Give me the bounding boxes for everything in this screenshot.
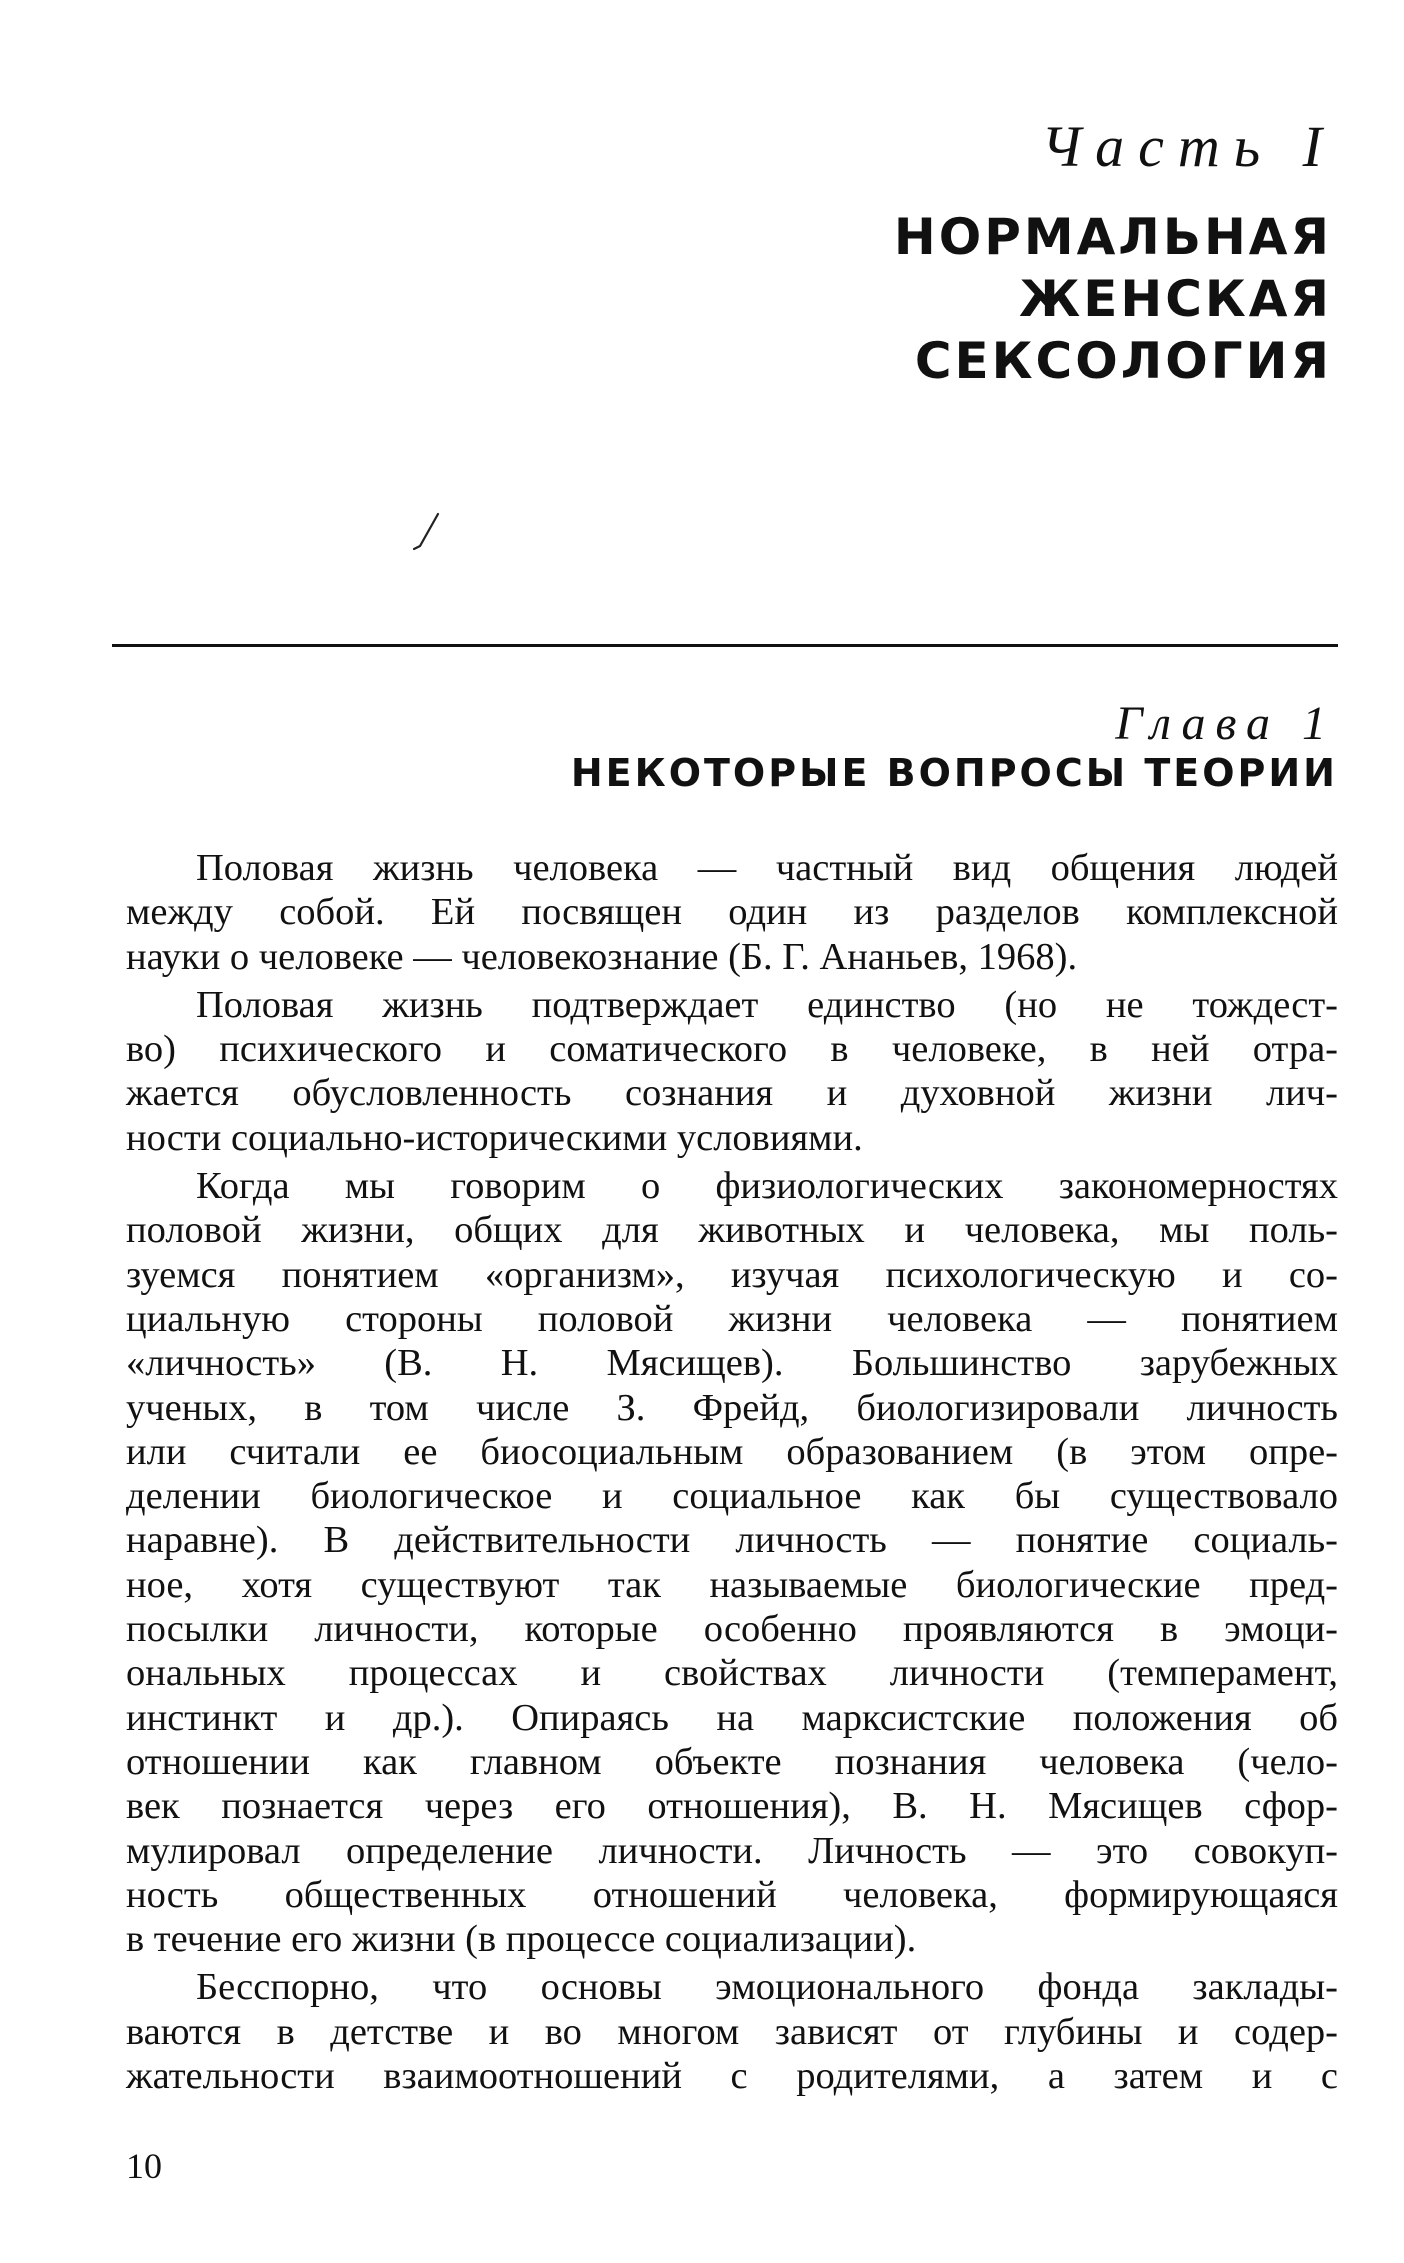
text-line: отношении как главном объекте познания человека (чело- bbox=[126, 1740, 1338, 1783]
chapter-label: Глава 1 bbox=[1115, 697, 1336, 750]
text-line: Половая жизнь человека — частный вид общения людей bbox=[196, 847, 1338, 889]
text-line: наравне). В действительности личность — понятие социаль- bbox=[126, 1519, 1338, 1562]
part-title-line: НОРМАЛЬНАЯ bbox=[893, 208, 1332, 266]
text-line: ональных процессах и свойствах личности (темперамент, bbox=[126, 1652, 1338, 1695]
text-line: ваются в детстве и во многом зависят от глубины и содер- bbox=[126, 2010, 1338, 2053]
text-line: жается обусловленность сознания и духовной жизни лич- bbox=[126, 1072, 1338, 1115]
page-number: 10 bbox=[126, 2146, 162, 2186]
part-title-line: ЖЕНСКАЯ bbox=[1019, 270, 1332, 328]
paragraph bbox=[126, 1164, 1338, 1961]
text-line: Половая жизнь подтверждает единство (но не тождест- bbox=[196, 983, 1338, 1026]
part-title bbox=[894, 206, 1332, 392]
text-line: век познается через его отношения), В. Н. Мясищев сфор- bbox=[126, 1785, 1338, 1828]
text-line: «личность» (В. Н. Мясищев). Большинство зарубежных bbox=[126, 1342, 1338, 1385]
text-line: ученых, в том числе З. Фрейд, биологизировали личность bbox=[126, 1386, 1338, 1429]
text-line: циальную стороны половой жизни человека — понятием bbox=[126, 1297, 1338, 1340]
text-line: половой жизни, общих для животных и человека, мы поль- bbox=[126, 1209, 1338, 1252]
text-line: зуемся понятием «организм», изучая психологическую и со- bbox=[126, 1253, 1338, 1296]
text-line: ности социально-историческими условиями. bbox=[126, 1116, 863, 1159]
paragraph bbox=[126, 846, 1338, 979]
text-line: посылки личности, которые особенно проявляются в эмоци- bbox=[126, 1608, 1338, 1651]
text-line: во) психического и соматического в человеке, в ней отра- bbox=[126, 1028, 1338, 1071]
part-label: Часть I bbox=[1041, 114, 1336, 179]
text-line: или считали ее биосоциальным образованием (в этом опре- bbox=[126, 1430, 1338, 1473]
text-line: делении биологическое и социальное как бы существовало bbox=[126, 1475, 1338, 1518]
pencil-mark-icon bbox=[412, 512, 442, 552]
text-line: Когда мы говорим о физиологических закономерностях bbox=[196, 1165, 1338, 1208]
text-line: инстинкт и др.). Опираясь на марксистские положения об bbox=[126, 1696, 1338, 1739]
section-divider bbox=[112, 644, 1338, 647]
paragraph bbox=[126, 1965, 1338, 2098]
body-text bbox=[126, 846, 1338, 2102]
text-line: жательности взаимоотношений с родителями, а затем и с bbox=[126, 2055, 1338, 2098]
text-line: ное, хотя существуют так называемые биологические пред- bbox=[126, 1563, 1338, 1606]
text-line: ность общественных отношений человека, формирующаяся bbox=[126, 1873, 1338, 1916]
paragraph bbox=[126, 983, 1338, 1160]
text-line: Бесспорно, что основы эмоционального фонда заклады- bbox=[196, 1966, 1338, 2009]
text-line: мулировал определение личности. Личность — это совокуп- bbox=[126, 1829, 1338, 1872]
text-line: науки о человеке — человекознание (Б. Г. Ананьев, 1968). bbox=[126, 935, 1078, 978]
chapter-title: НЕКОТОРЫЕ ВОПРОСЫ ТЕОРИИ bbox=[570, 751, 1338, 795]
text-line: в течение его жизни (в процессе социализации). bbox=[126, 1918, 917, 1961]
text-line: между собой. Ей посвящен один из разделов комплексной bbox=[126, 891, 1338, 934]
part-title-line: СЕКСОЛОГИЯ bbox=[914, 332, 1332, 390]
